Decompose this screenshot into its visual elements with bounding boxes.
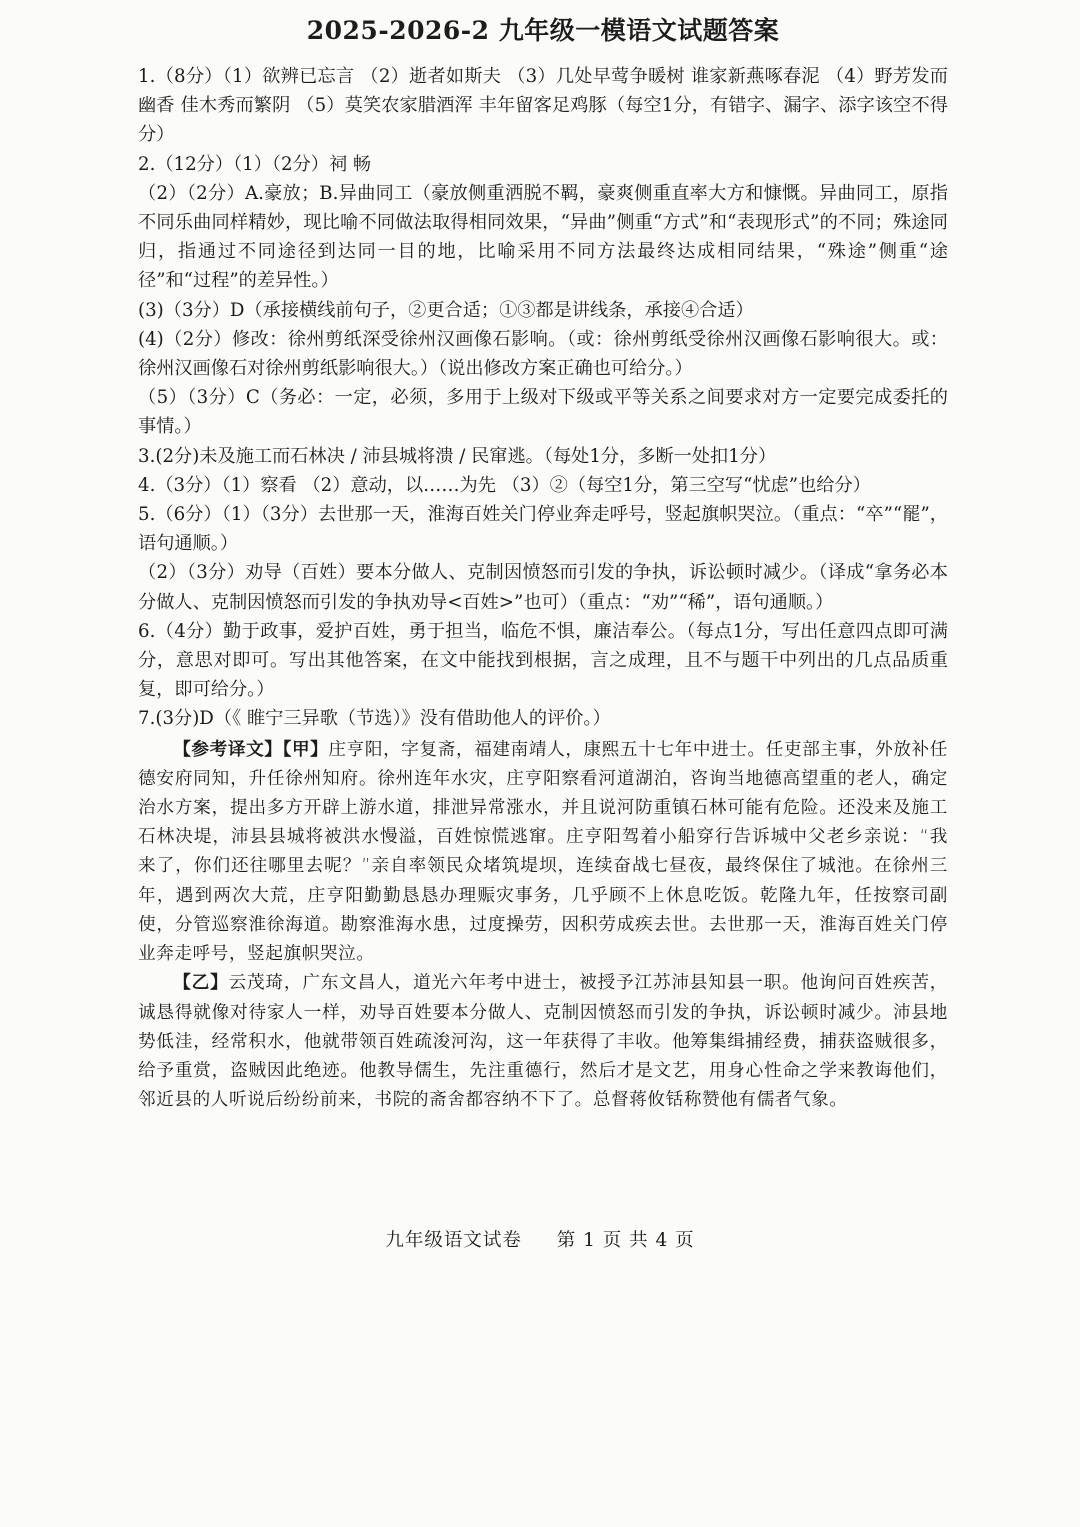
translation-part-b <box>138 969 948 1115</box>
translation-part-a <box>138 736 948 970</box>
answer-item-6: 6.（4分）勤于政事，爱护百姓，勇于担当，临危不惧，廉洁奉公。（每点1分，写出任意四点即可满分，意思对即可。写出其他答案，在文中能找到根据，言之成理，且不与题干中列出的几点品质重复，即可给分。） <box>138 620 948 701</box>
answer-item-4: 4.（3分）（1）察看 （2）意动，以……为先 （3）②（每空1分，第三空写“忧虑”也给分） <box>138 474 871 496</box>
page-title: 2025-2026-2 九年级一模语文试题答案 <box>306 16 780 45</box>
page-number: 第 1 页 共 4 页 <box>556 1230 695 1251</box>
answer-item-2-3: (3)（3分）D（承接横线前句子，②更合适；①③都是讲线条，承接④合适） <box>138 299 754 321</box>
part-a-text: 庄亨阳，字复斋，福建南靖人，康熙五十七年中进士。任吏部主事，外放补任德安府同知，升任徐州知府。徐州连年水灾，庄亨阳察看河道湖泊，咨询当地德高望重的老人，确定治水方案，提出多方开辟上游水道，排泄异常涨水，并且说河防重镇石林可能有危险。还没来及施工石林决堤，沛县县城将被洪水慢溢，百姓惊慌逃窜。庄亨阳驾着小船穿行告诉城中父老乡亲说：“我来了，你们还往哪里去呢？”亲自率领民众堵筑堤坝，连续奋战七昼夜，最终保住了城池。在徐州三年，遇到两次大荒，庄亨阳勤勤恳恳办理赈灾事务，几乎顾不上休息吃饭。乾隆九年，任按察司副使，分管巡察淮徐海道。勘察淮海水患，过度操劳，因积劳成疾去世。去世那一天，淮海百姓关门停业奔走呼号，竖起旗帜哭泣。 <box>138 739 948 965</box>
answer-item-5-2: （2）（3分）劝导（百姓）要本分做人、克制因愤怒而引发的争执，诉讼顿时减少。（译成“拿务必本分做人、克制因愤怒而引发的争执劝导<百姓>”也可）（重点：“劝”“稀”，语句通顺。） <box>138 562 948 613</box>
part-b-tag: 【乙】 <box>173 973 229 994</box>
answer-item-1: 1.（8分）（1）欲辨已忘言 （2）逝者如斯夫 （3）几处早莺争暖树 谁家新燕啄春泥 （4）野芳发而幽香 佳木秀而繁阴 （5）莫笑农家腊酒浑 丰年留客足鸡豚（每空1分，有错字、漏字、添字该空不得分） <box>138 66 948 146</box>
answer-item-2-5: （5）（3分）C（务必：一定，必须，多用于上级对下级或平等关系之间要求对方一定要完成委托的事情。） <box>138 387 948 438</box>
part-a-tag: 【甲】 <box>282 739 329 760</box>
answer-item-2-4: (4)（2分）修改：徐州剪纸深受徐州汉画像石影响。（或：徐州剪纸受徐州汉画像石影响很大。或：徐州汉画像石对徐州剪纸影响很大。）（说出修改方案正确也可给分。） <box>138 328 948 380</box>
part-b-text: 云茂琦，广东文昌人，道光六年考中进士，被授予江苏沛县知县一职。他询问百姓疾苦，诚恳得就像对待家人一样，劝导百姓要本分做人、克制因愤怒而引发的争执，诉讼顿时减少。沛县地势低洼，经常积水，他就带领百姓疏浚河沟，这一年获得了丰收。他筹集缉捕经费，捕获盗贼很多，给予重赏，盗贼因此绝迹。他教导儒生，先注重德行，然后才是文艺，用身心性命之学来教诲他们，邻近县的人听说后纷纷前来，书院的斋舍都容纳不下了。总督蒋攸铦称赞他有儒者气象。 <box>138 973 948 1111</box>
reference-translation <box>138 736 948 1116</box>
answer-item-3: 3.(2分)未及施工而石林决 / 沛县城将溃 / 民窜逃。（每处1分，多断一处扣1分） <box>138 445 777 467</box>
page-footer <box>0 1226 1080 1252</box>
answer-item-2-2: （2）（2分）A.豪放；B.异曲同工（豪放侧重洒脱不羁，豪爽侧重直率大方和慷慨。异曲同工，原指不同乐曲同样精妙，现比喻不同做法取得相同效果，“异曲”侧重“方式”和“表现形式”的不同；殊途同归，指通过不同途径到达同一目的地，比喻采用不同方法最终达成相同结果，“殊途”侧重“途径”和“过程”的差异性。） <box>138 182 948 292</box>
answer-list <box>138 62 948 734</box>
answer-item-7: 7.(3分)D（《 睢宁三异歌（节选）》没有借助他人的评价。） <box>138 708 611 730</box>
paper-name: 九年级语文试卷 <box>385 1230 522 1251</box>
translation-heading: 【参考译文】 <box>173 739 283 760</box>
answer-item-2: 2.（12分）（1）（2分）祠 畅 <box>138 153 372 175</box>
answer-item-5-1: 5.（6分）（1）（3分）去世那一天，淮海百姓关门停业奔走呼号，竖起旗帜哭泣。（重点：“卒”“罷”，语句通顺。） <box>138 504 948 555</box>
